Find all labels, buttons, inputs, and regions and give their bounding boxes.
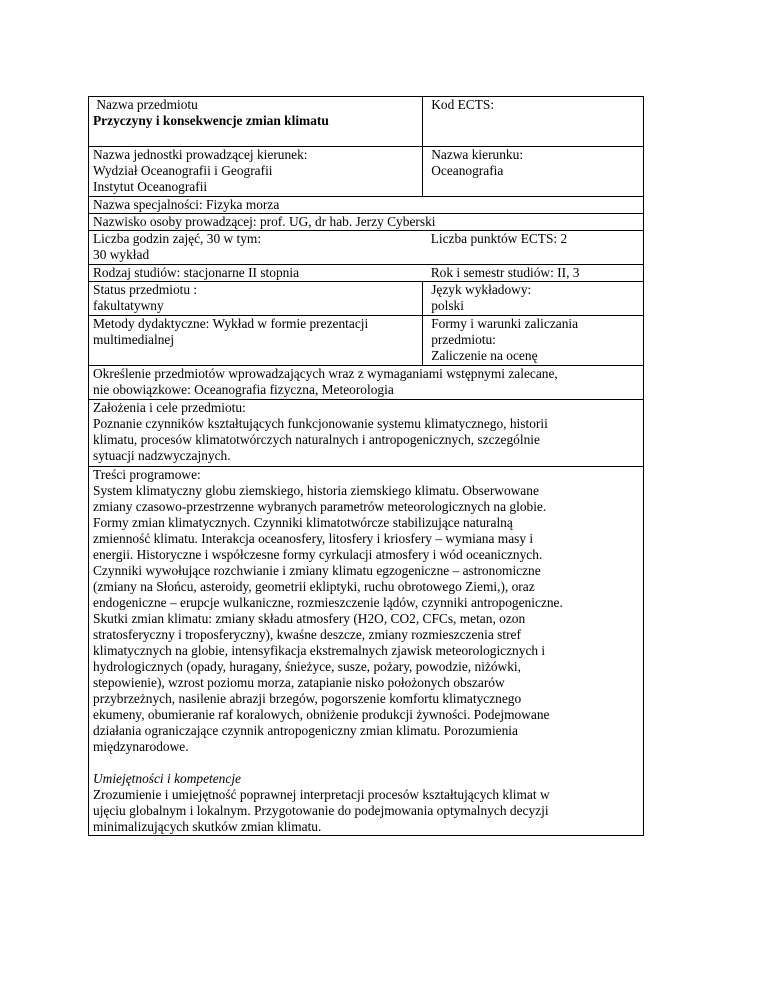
- year-semester-cell: Rok i semestr studiów: II, 3: [423, 265, 644, 282]
- lecturer-row: [89, 214, 644, 231]
- course-name-row: [89, 97, 644, 147]
- skills-label: Umiejętności i kompetencje: [93, 771, 241, 786]
- assessment-label: Formy i warunki zaliczania przedmiotu:: [431, 316, 579, 347]
- methods-text: Metody dydaktyczne: Wykład w formie prezentacji multimedialnej: [93, 316, 369, 347]
- prerequisites-row: [89, 366, 644, 400]
- content-text: System klimatyczny globu ziemskiego, historia ziemskiego klimatu. Obserwowane zmiany czasowo-przestrzenne wybranych parametrów meteorologicznych na globie. Formy zmian klimatycznych. Czynniki klimatotwórcze stabilizujące naturalną zmienność klimatu. Interakcja oceanosfery, litosfery i kriosfery – wymiana masy i energii. Historyczne i współczesne formy cyrkulacji atmosfery i wód oceanicznych. Czynniki wywołujące rozchwianie i zmiany klimatu egzogeniczne – astronomiczne (zmiany na Słońcu, asteroidy, geometrii ekliptyki, ruchu obrotowego Ziemi,), oraz endogeniczne – erupcje wulkaniczne, rozmieszczenie lądów, czynniki antropogeniczne. Skutki zmian klimatu: zmiany składu atmosfery (H2O, CO2, CFCs, metan, ozon stratosferyczny i troposferyczny), kwaśne deszcze, zmiany rozmieszczenia stref klimatycznych na globie, intensyfikacja ekstremalnych zjawisk meteorologicznych i hydrologicznych (opady, huragany, śnieżyce, susze, pożary, powodzie, niżówki, stepowienie), wzrost poziomu morza, zatapianie nisko położonych obszarów przybrzeżnych, nasilenie abrazji brzegów, pogorszenie komfortu klimatycznego ekumeny, obumieranie raf koralowych, obniżenie produkcji żywności. Podejmowane działania ograniczające czynnik antropogeniczny zmian klimatu. Porozumienia międzynarodowe.: [93, 483, 563, 754]
- field-cell: [423, 147, 644, 197]
- field-label: Nazwa kierunku:: [431, 147, 524, 162]
- goals-label: Założenia i cele przedmiotu:: [93, 400, 246, 415]
- hours-cell: [89, 231, 423, 265]
- ects-points: Liczba punktów ECTS: 2: [430, 231, 568, 246]
- study-type-cell: Rodzaj studiów: stacjonarne II stopnia: [89, 265, 423, 282]
- course-syllabus-table: [88, 96, 644, 836]
- course-title: Przyczyny i konsekwencje zmian klimatu: [93, 113, 329, 128]
- language-value: polski: [431, 298, 464, 313]
- unit-row: [89, 147, 644, 197]
- methods-row: [89, 316, 644, 366]
- goals-row: [89, 400, 644, 467]
- hours-label: Liczba godzin zajęć, 30 w tym:: [93, 231, 262, 246]
- field-value: Oceanografia: [431, 163, 504, 178]
- content-spacer: [93, 755, 639, 771]
- content-cell: [89, 467, 644, 836]
- language-label: Język wykładowy:: [431, 282, 532, 297]
- lecturer-cell: Nazwisko osoby prowadzącej: prof. UG, dr hab. Jerzy Cyberski: [89, 214, 644, 231]
- unit-cell: [89, 147, 423, 197]
- course-name-label: Nazwa przedmiotu: [93, 97, 198, 112]
- prerequisites-text: Określenie przedmiotów wprowadzających wraz z wymaganiami wstępnymi zalecane, nie obowiązkowe: Oceanografia fizyczna, Meteorologia: [93, 366, 558, 397]
- methods-cell: [89, 316, 423, 366]
- hours-row: [89, 231, 644, 265]
- status-value: fakultatywny: [93, 298, 164, 313]
- unit-label: Nazwa jednostki prowadzącej kierunek:: [93, 147, 308, 162]
- assessment-cell: [423, 316, 644, 366]
- content-label: Treści programowe:: [93, 467, 201, 482]
- prerequisites-cell: [89, 366, 644, 400]
- study-row: [89, 265, 644, 282]
- goals-cell: [89, 400, 644, 467]
- status-label: Status przedmiotu :: [93, 282, 198, 297]
- unit-institute: Instytut Oceanografii: [93, 179, 208, 194]
- skills-text: Zrozumienie i umiejętność poprawnej interpretacji procesów kształtujących klimat w ujęciu globalnym i lokalnym. Przygotowanie do podejmowania optymalnych decyzji minimalizujących skutków zmian klimatu.: [93, 787, 550, 834]
- unit-faculty: Wydział Oceanografii i Geografii: [93, 163, 273, 178]
- hours-detail: 30 wykład: [93, 247, 150, 262]
- status-row: [89, 282, 644, 316]
- specialization-cell: Nazwa specjalności: Fizyka morza: [89, 197, 644, 214]
- language-cell: [423, 282, 644, 316]
- content-row: [89, 467, 644, 836]
- goals-text: Poznanie czynników kształtujących funkcjonowanie systemu klimatycznego, historii klimatu, procesów klimatotwórczych naturalnych i antropogenicznych, szczególnie sytuacji nadzwyczajnych.: [93, 416, 548, 463]
- ects-code-cell: [423, 97, 644, 147]
- status-cell: [89, 282, 423, 316]
- specialization-row: [89, 197, 644, 214]
- ects-points-cell: [423, 231, 644, 265]
- assessment-value: Zaliczenie na ocenę: [431, 348, 538, 363]
- ects-code-label: Kod ECTS:: [431, 97, 495, 112]
- course-name-cell: [89, 97, 423, 147]
